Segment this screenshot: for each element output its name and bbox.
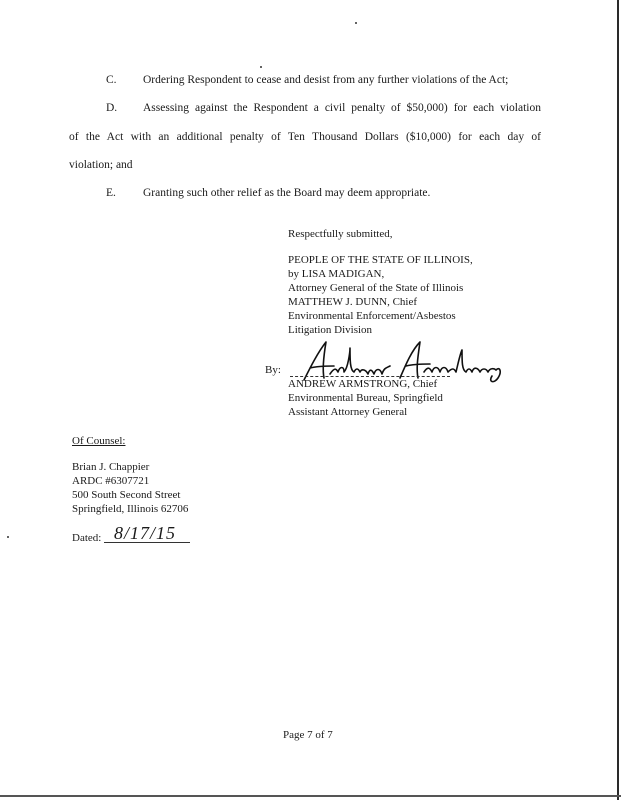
paragraph-e-text: Granting such other relief as the Board may deem appropriate. <box>143 187 431 199</box>
signer-line: Environmental Bureau, Springfield <box>288 392 443 404</box>
of-counsel-line: ARDC #6307721 <box>72 475 150 487</box>
signer-line: Assistant Attorney General <box>288 406 408 418</box>
of-counsel-line: 500 South Second Street <box>72 489 181 501</box>
paragraph-d-letter: D. <box>106 102 118 114</box>
signature-block-line: MATTHEW J. DUNN, Chief <box>288 296 418 308</box>
scan-speck <box>260 66 262 68</box>
of-counsel-line: Brian J. Chappier <box>72 461 150 473</box>
page-number: Page 7 of 7 <box>283 729 333 741</box>
paragraph-e-letter: E. <box>106 187 116 199</box>
paragraph-d-line3: violation; and <box>69 159 133 171</box>
by-label: By: <box>265 364 281 376</box>
closing: Respectfully submitted, <box>288 228 393 240</box>
dated-label: Dated: <box>72 532 102 544</box>
paragraph-d-line2: of the Act with an additional penalty of Ten Thousand Dollars ($10,000) for each day of <box>69 131 541 143</box>
dated-line <box>104 542 190 543</box>
signature-block-line: PEOPLE OF THE STATE OF ILLINOIS, <box>288 254 473 266</box>
page-edge-right <box>617 0 619 800</box>
page-edge-bottom <box>0 795 621 797</box>
paragraph-c-text: Ordering Respondent to cease and desist from any further violations of the Act; <box>143 74 509 86</box>
signature-block-line: Litigation Division <box>288 324 373 336</box>
of-counsel-heading: Of Counsel: <box>72 435 126 447</box>
signer-line: ANDREW ARMSTRONG, Chief <box>288 378 438 390</box>
signature-line <box>290 376 450 377</box>
scan-speck <box>355 22 357 24</box>
signature-block-line: Environmental Enforcement/Asbestos <box>288 310 456 322</box>
dated-value: 8/17/15 <box>114 523 177 543</box>
scan-speck <box>7 536 9 538</box>
signature-block-line: by LISA MADIGAN, <box>288 268 385 280</box>
of-counsel-line: Springfield, Illinois 62706 <box>72 503 189 515</box>
signature-block-line: Attorney General of the State of Illinois <box>288 282 464 294</box>
paragraph-c-letter: C. <box>106 74 117 86</box>
paragraph-d-line1: Assessing against the Respondent a civil penalty of $50,000) for each violation <box>143 102 541 114</box>
